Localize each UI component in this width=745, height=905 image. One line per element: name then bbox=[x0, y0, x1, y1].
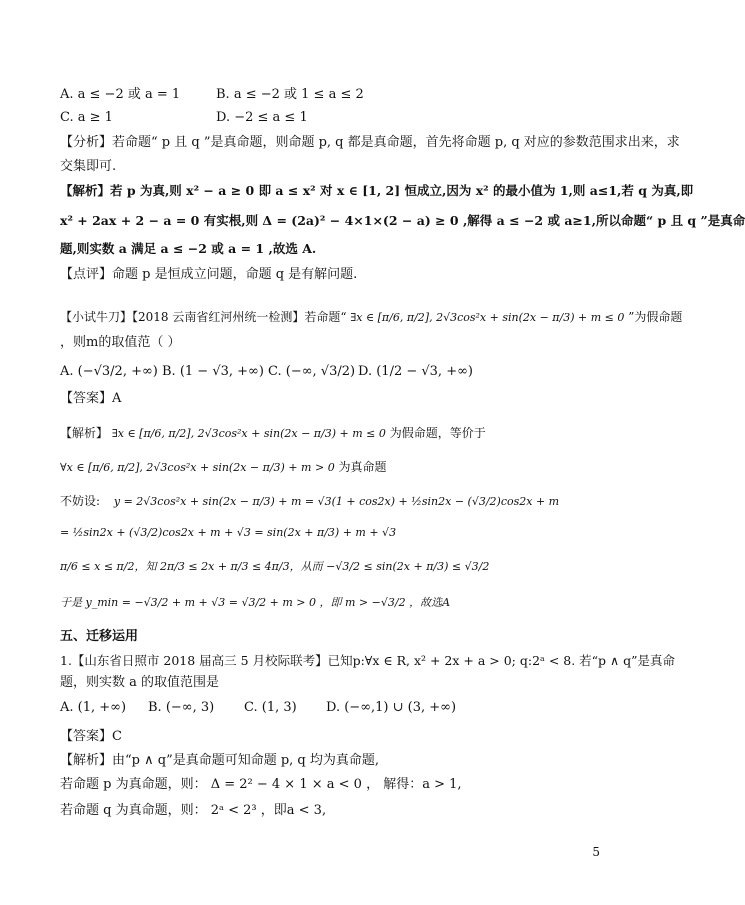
trial-option-c: C. (−∞, √3/2) bbox=[268, 364, 356, 379]
sol2-math-1: ∃x ∈ [π/6, π/2], 2√3cos²x + sin(2x − π/3) + m ≤ 0 bbox=[111, 427, 386, 440]
q2-option-d: D. (−∞,1) ∪ (3, +∞) bbox=[326, 700, 457, 715]
trial-option-d: D. (1/2 − √3, +∞) bbox=[358, 364, 473, 379]
sol2-tail-2: 为真命题 bbox=[338, 460, 387, 474]
q2-option-a: A. (1, +∞) bbox=[60, 700, 127, 715]
answer-2: 【答案】C bbox=[60, 729, 122, 744]
q2-line-2: 题，则实数 a 的取值范围是 bbox=[60, 675, 220, 690]
option-a: A. a ≤ −2 或 a = 1 bbox=[60, 87, 181, 102]
sol2-line-6: 于是 y_min = −√3/2 + m + √3 = √3/2 + m > 0 ，即 m > −√3/2 ，故选A bbox=[60, 596, 451, 609]
sol3-line-3: 若命题 q 为真命题，则： 2ᵃ < 2³ ，即a < 3, bbox=[60, 803, 327, 818]
sol2-tail-1: 为假命题，等价于 bbox=[389, 426, 486, 440]
sol2-label-3: 不妨设: bbox=[60, 494, 101, 508]
trial-tail: ”为假命题 bbox=[628, 310, 683, 324]
sol2-math-2: ∀x ∈ [π/6, π/2], 2√3cos²x + sin(2x − π/3) + m > 0 bbox=[60, 461, 335, 474]
trial-option-b: B. (1 − √3, +∞) bbox=[162, 364, 264, 379]
sol3-line-1: 【解析】由“p ∧ q”是真命题可知命题 p, q 均为真命题, bbox=[60, 753, 380, 768]
sol2-line-4: = ½sin2x + (√3/2)cos2x + m + √3 = sin(2x + π/3) + m + √3 bbox=[60, 526, 397, 539]
sol2-math-3: y = 2√3cos²x + sin(2x − π/3) + m = √3(1 + cos2x) + ½sin2x − (√3/2)cos2x + m bbox=[113, 495, 560, 508]
trial-option-a: A. (−√3/2, +∞) bbox=[60, 364, 158, 379]
sol2-line-2 bbox=[60, 458, 387, 477]
sol3-line-2: 若命题 p 为真命题，则： Δ = 2² − 4 × 1 × a < 0 ， 解得：a > 1, bbox=[60, 777, 462, 792]
q2-line-1: 1.【山东省日照市 2018 届高三 5 月校际联考】已知p:∀x ∈ R, x² + 2x + a > 0; q:2ᵃ < 8. 若“p ∧ q”是真命 bbox=[60, 653, 676, 668]
sol2-line-3 bbox=[60, 492, 559, 511]
section-heading: 五、迁移运用 bbox=[60, 629, 139, 644]
solution-line-2: x² + 2ax + 2 − a = 0 有实根,则 Δ = (2a)² − 4×1×(2 − a) ≥ 0 ,解得 a ≤ −2 或 a≥1,所以命题“ p 且 q ”是真命 bbox=[60, 213, 745, 228]
solution-line-1: 【解析】若 p 为真,则 x² − a ≥ 0 即 a ≤ x² 对 x ∈ [1, 2] 恒成立,因为 x² 的最小值为 1,则 a≤1,若 q 为真,即 bbox=[60, 183, 694, 198]
option-b: B. a ≤ −2 或 1 ≤ a ≤ 2 bbox=[216, 87, 364, 102]
option-d: D. −2 ≤ a ≤ 1 bbox=[216, 110, 308, 125]
q2-option-c: C. (1, 3) bbox=[244, 700, 297, 715]
analysis-line-1: 【分析】若命题“ p 且 q ”是真命题，则命题 p, q 都是真命题，首先将命题 p, q 对应的参数范围求出来，求 bbox=[60, 135, 680, 150]
sol2-line-1 bbox=[60, 424, 486, 443]
trial-line-2: ，则m的取值范（ ） bbox=[60, 335, 181, 350]
page-number: 5 bbox=[592, 845, 600, 859]
q2-option-b: B. (−∞, 3) bbox=[148, 700, 215, 715]
analysis-line-2: 交集即可. bbox=[60, 159, 117, 174]
answer-1: 【答案】A bbox=[60, 391, 122, 406]
sol2-label: 【解析】 bbox=[60, 426, 109, 440]
solution-line-3: 题,则实数 a 满足 a ≤ −2 或 a = 1 ,故选 A. bbox=[60, 241, 317, 256]
comment-line: 【点评】命题 p 是恒成立问题，命题 q 是有解问题. bbox=[60, 267, 358, 282]
trial-line-1 bbox=[60, 308, 682, 327]
trial-source: 【小试牛刀】【2018 云南省红河州统一检测】若命题“ bbox=[60, 310, 347, 324]
option-c: C. a ≥ 1 bbox=[60, 110, 113, 125]
trial-math: ∃x ∈ [π/6, π/2], 2√3cos²x + sin(2x − π/3) + m ≤ 0 bbox=[350, 311, 625, 324]
sol2-line-5: π/6 ≤ x ≤ π/2，知 2π/3 ≤ 2x + π/3 ≤ 4π/3，从而 −√3/2 ≤ sin(2x + π/3) ≤ √3/2 bbox=[60, 560, 490, 573]
